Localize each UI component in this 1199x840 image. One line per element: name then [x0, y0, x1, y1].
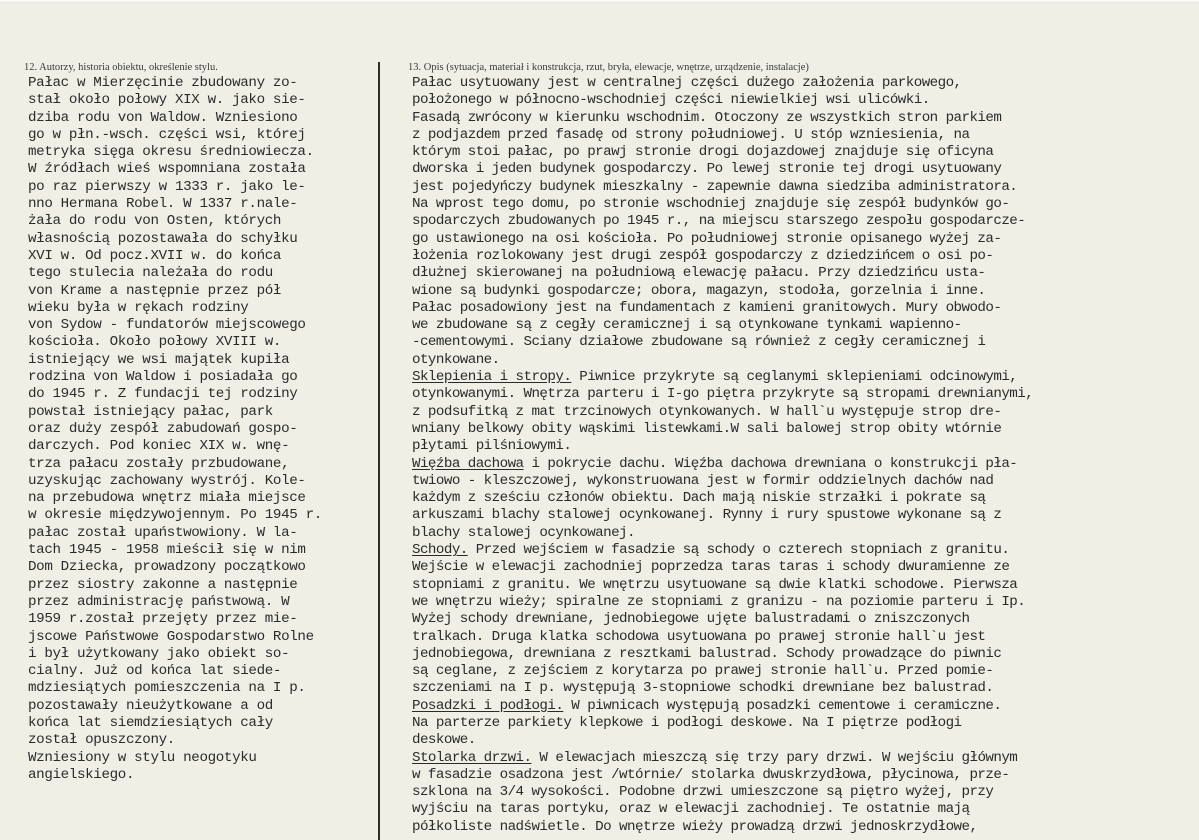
text-line: [412, 404, 1192, 421]
text-line: Wzniesiony w stylu neogotyku: [28, 749, 257, 766]
text-line: [412, 698, 1192, 715]
text-line: po raz pierwszy w 1333 r. jako le-: [28, 178, 306, 195]
text-line: mdziesiątych pomieszczenia na I p.: [28, 680, 306, 697]
line-text: Wejście w elewacji zachodniej poprzedza taras taras i schody dwuramienne ze: [412, 559, 1010, 576]
line-text: W elewacjach mieszczą się trzy pary drzwi. W wejściu głównym: [531, 749, 1018, 766]
history-column: [24, 62, 374, 784]
text-line: [412, 646, 1192, 663]
line-text: szczeniami na I p. występują 3-stopniowe schodki drewniane bez balustrad.: [412, 680, 994, 697]
text-line: metryka sięga okresu średniowiecza.: [28, 144, 314, 161]
text-line: [412, 75, 1192, 92]
column-divider: [378, 62, 380, 840]
text-line: dziba rodu von Waldow. Wzniesiono: [28, 109, 298, 126]
text-line: [412, 577, 1192, 594]
line-text: dworska i jeden budynek gospodarczy. Po lewej stronie tej drogi usytuowany: [412, 161, 1002, 178]
text-line: [412, 161, 1192, 178]
text-line: nno Hermana Robel. W 1337 r.nale-: [28, 196, 298, 213]
line-text: -cementowymi. Sciany działowe zbudowane są również z cegły ceramicznej i: [412, 334, 986, 351]
text-line: 1959 r.został przejęty przez mie-: [28, 611, 298, 628]
description-text: [412, 75, 1192, 836]
text-line: tego stulecia należała do rodu: [28, 265, 273, 282]
description-column-header: 13. Opis (sytuacja, materiał i konstrukcja, rzut, bryła, elewacje, wnętrze, urządzenie, instalacje): [408, 62, 809, 73]
text-line: [412, 283, 1192, 300]
text-line: Dom Dziecka, prowadzony początkowo: [28, 559, 306, 576]
line-text: z podsufitką z mat trzcinowych otynkowanych. W hall`u występuje strop dre-: [412, 403, 1002, 420]
text-line: von Sydow - fundatorów miejscowego: [28, 317, 306, 334]
text-line: jscowe Państwowe Gospodarstwo Rolne: [28, 628, 314, 645]
line-text: tralkach. Druga klatka schodowa usytuowana po prawej stronie hall`u jest: [412, 628, 986, 645]
text-line: oraz duży zespół zabudowań gospo-: [28, 420, 298, 437]
line-text: i pokrycie dachu. Więźba dachowa drewniana o konstrukcji pła-: [523, 455, 1018, 472]
line-text: we wnętrzu wieży; spiralne ze stopniami z granizu - na poziomie parteru i Ip.: [412, 593, 1026, 610]
page-top-edge: [0, 0, 1199, 3]
text-line: [412, 248, 1192, 265]
text-line: [412, 629, 1192, 646]
line-text: w fasadzie osadzona jest /wtórnie/ stolarka dwuskrzydłowa, płycinowa, prze-: [412, 766, 1010, 783]
line-text: z podjazdem przed fasadę od strony południowej. U stóp wzniesienia, na: [412, 126, 970, 143]
text-line: pozostawały nieużytkowane a od: [28, 697, 273, 714]
text-line: stał około połowy XIX w. jako sie-: [28, 92, 306, 109]
text-line: [412, 680, 1192, 697]
line-text: Na parterze parkiety klepkowe i podłogi deskowe. Na I piętrze podłogi: [412, 714, 962, 731]
text-line: W źródłach wieś wspomniana została: [28, 161, 306, 178]
line-text: go ustawionego na osi kościoła. Po południowej stronie opisanego wyżej za-: [412, 230, 1002, 247]
text-line: [412, 715, 1192, 732]
text-line: [412, 507, 1192, 524]
text-line: [412, 767, 1192, 784]
text-line: pałac został upaństwowiony. W la-: [28, 524, 298, 541]
line-text: płytami pilśniowymi.: [412, 438, 572, 455]
line-text: twiowo - kleszczowej, wykonstruowana jest w formir oddzielnych dachów nad: [412, 472, 994, 489]
line-text: wione są budynki gospodarcze; obora, magazyn, stodoła, gorzelnia i inne.: [412, 282, 986, 299]
text-line: [412, 456, 1192, 473]
text-line: [412, 801, 1192, 818]
section-heading: Więźba dachowa: [412, 455, 524, 472]
history-column-header: 12. Autorzy, historia obiektu, określenie stylu.: [24, 62, 218, 73]
text-line: [412, 352, 1192, 369]
text-line: von Krame a następnie przez pół: [28, 282, 282, 299]
line-text: szklona na 3/4 wysokości. Podobne drzwi umieszczone są piętro wyżej, przy: [412, 784, 994, 801]
text-line: [412, 750, 1192, 767]
text-line: został opuszczony.: [28, 732, 175, 749]
line-text: spodarczych zbudowanych po 1945 r., na miejscu starszego zespołu gospodarcze-: [412, 213, 1026, 230]
text-line: [412, 732, 1192, 749]
line-text: wyjściu na taras portyku, oraz w elewacji zachodniej. Te ostatnie mają: [412, 801, 970, 818]
text-line: [412, 594, 1192, 611]
line-text: Fasadą zwrócony w kierunku wschodnim. Otoczony ze wszystkich stron parkiem: [412, 109, 1002, 126]
section-heading: Stolarka drzwi.: [412, 749, 532, 766]
text-line: kościoła. Około połowy XVIII w.: [28, 334, 282, 351]
text-line: uzyskując zachowany wystrój. Kole-: [28, 472, 306, 489]
line-text: Pałac usytuowany jest w centralnej części dużego założenia parkowego,: [412, 75, 962, 91]
text-line: powstał istniejący pałac, park: [28, 403, 273, 420]
line-text: Piwnice przykryte są ceglanymi sklepieniami odcinowymi,: [571, 369, 1018, 386]
text-line: [412, 438, 1192, 455]
line-text: położonego w północno-wschodniej części niewielkiej wsi ulicówki.: [412, 92, 930, 109]
text-line: [412, 421, 1192, 438]
line-text: deskowe.: [412, 732, 476, 749]
line-text: Wyżej schody drewniane, jednobiegowe ujęte balustradami o zniszczonych: [412, 611, 970, 628]
line-text: Na wprost tego domu, po stronie wschodniej znajduje się zespół budynków go-: [412, 196, 1010, 213]
text-line: [412, 490, 1192, 507]
text-line: go w płn.-wsch. części wsi, której: [28, 126, 306, 143]
section-heading: Posadzki i podłogi.: [412, 697, 564, 714]
text-line: do 1945 r. Z fundacji tej rodziny: [28, 386, 298, 403]
text-line: [412, 213, 1192, 230]
section-heading: Schody.: [412, 542, 468, 559]
text-line: Pałac w Mierzęcinie zbudowany zo-: [28, 75, 298, 91]
line-text: arkuszami blachy stalowej ocynkowanej. Rynny i rury spustowe wykonane są z: [412, 507, 1002, 524]
line-text: W piwnicach występują posadzki cementowe i ceramiczne.: [563, 697, 1002, 714]
section-heading: Sklepienia i stropy.: [412, 369, 572, 386]
text-line: angielskiego.: [28, 766, 135, 783]
text-line: [412, 386, 1192, 403]
text-line: własnością pozostawała do schyłku: [28, 230, 298, 247]
line-text: wniany belkowy obity wąskimi listewkami.W sali balowej strop obity wtórnie: [412, 420, 1002, 437]
text-line: [412, 819, 1192, 836]
line-text: każdym z sześciu członów obiektu. Dach mają niskie strzałki i pokrate są: [412, 490, 986, 507]
line-text: dłużnej skierowanej na południową elewację pałacu. Przy dziedzińcu usta-: [412, 265, 986, 282]
text-line: rodzina von Waldow i posiadała go: [28, 369, 298, 386]
line-text: blachy stalowej ocynkowanej.: [412, 524, 635, 541]
line-text: jest pojedyńczy budynek mieszkalny - zapewnie dawna siedziba administratora.: [412, 178, 1018, 195]
line-text: półkoliste nadświetle. Do wnętrze wieży prowadzą drzwi jednoskrzydłowe,: [412, 818, 978, 835]
text-line: tach 1945 - 1958 mieścił się w nim: [28, 542, 306, 559]
text-line: [412, 231, 1192, 248]
text-line: [412, 179, 1192, 196]
line-text: we zbudowane są z cegły ceramicznej i są otynkowane tynkami wapienno-: [412, 317, 962, 334]
text-line: [412, 144, 1192, 161]
text-line: [412, 611, 1192, 628]
line-text: otynkowane.: [412, 351, 500, 368]
line-text: Pałac posadowiony jest na fundamentach z kamieni granitowych. Mury obwodo-: [412, 299, 1002, 316]
text-line: [412, 369, 1192, 386]
text-line: trza pałacu zostały przbudowane,: [28, 455, 290, 472]
text-line: [412, 784, 1192, 801]
text-line: [412, 265, 1192, 282]
description-column: [408, 62, 1192, 836]
text-line: cialny. Już od końca lat siede-: [28, 663, 282, 680]
history-text: [28, 75, 374, 784]
text-line: i był użytkowany jako obiekt so-: [28, 645, 290, 662]
line-text: otynkowanymi. Wnętrza parteru i I-go piętra przykryte są stropami drewnianymi,: [412, 386, 1034, 403]
text-line: w okresie międzywojennym. Po 1945 r.: [28, 507, 322, 524]
line-text: jednobiegowa, drewniana z resztkami balustrad. Schody prowadzące do piwnic: [412, 645, 1002, 662]
text-line: [412, 334, 1192, 351]
text-line: [412, 473, 1192, 490]
text-line: końca lat siemdziesiątych cały: [28, 714, 273, 731]
line-text: Przed wejściem w fasadzie są schody o czterech stopniach z granitu.: [467, 542, 1010, 559]
text-line: [412, 196, 1192, 213]
text-line: [412, 110, 1192, 127]
text-line: [412, 525, 1192, 542]
line-text: łożenia rozlokowany jest drugi zespół gospodarczy z dziedzińcem o osi po-: [412, 247, 994, 264]
text-line: darczych. Pod koniec XIX w. wnę-: [28, 438, 290, 455]
text-line: [412, 663, 1192, 680]
text-line: [412, 92, 1192, 109]
line-text: stopniami z granitu. We wnętrzu usytuowane są dwie klatki schodowe. Pierwsza: [412, 576, 1018, 593]
text-line: istniejący we wsi majątek kupiła: [28, 351, 290, 368]
line-text: którym stoi pałac, po prawj stronie drogi dojazdowej znajduje się oficyna: [412, 144, 994, 161]
text-line: [412, 300, 1192, 317]
text-line: [412, 317, 1192, 334]
text-line: żała do rodu von Osten, których: [28, 213, 282, 230]
text-line: wieku była w rękach rodziny: [28, 299, 249, 316]
text-line: przez siostry zakonne a następnie: [28, 576, 298, 593]
text-line: [412, 559, 1192, 576]
line-text: są ceglane, z zejściem z korytarza po prawej stronie hall`u. Przed pomie-: [412, 663, 994, 680]
text-line: na przebudowa wnętrz miała miejsce: [28, 490, 306, 507]
text-line: [412, 127, 1192, 144]
text-line: XVI w. Od pocz.XVII w. do końca: [28, 247, 282, 264]
text-line: [412, 542, 1192, 559]
text-line: przez administrację państwową. W: [28, 593, 290, 610]
